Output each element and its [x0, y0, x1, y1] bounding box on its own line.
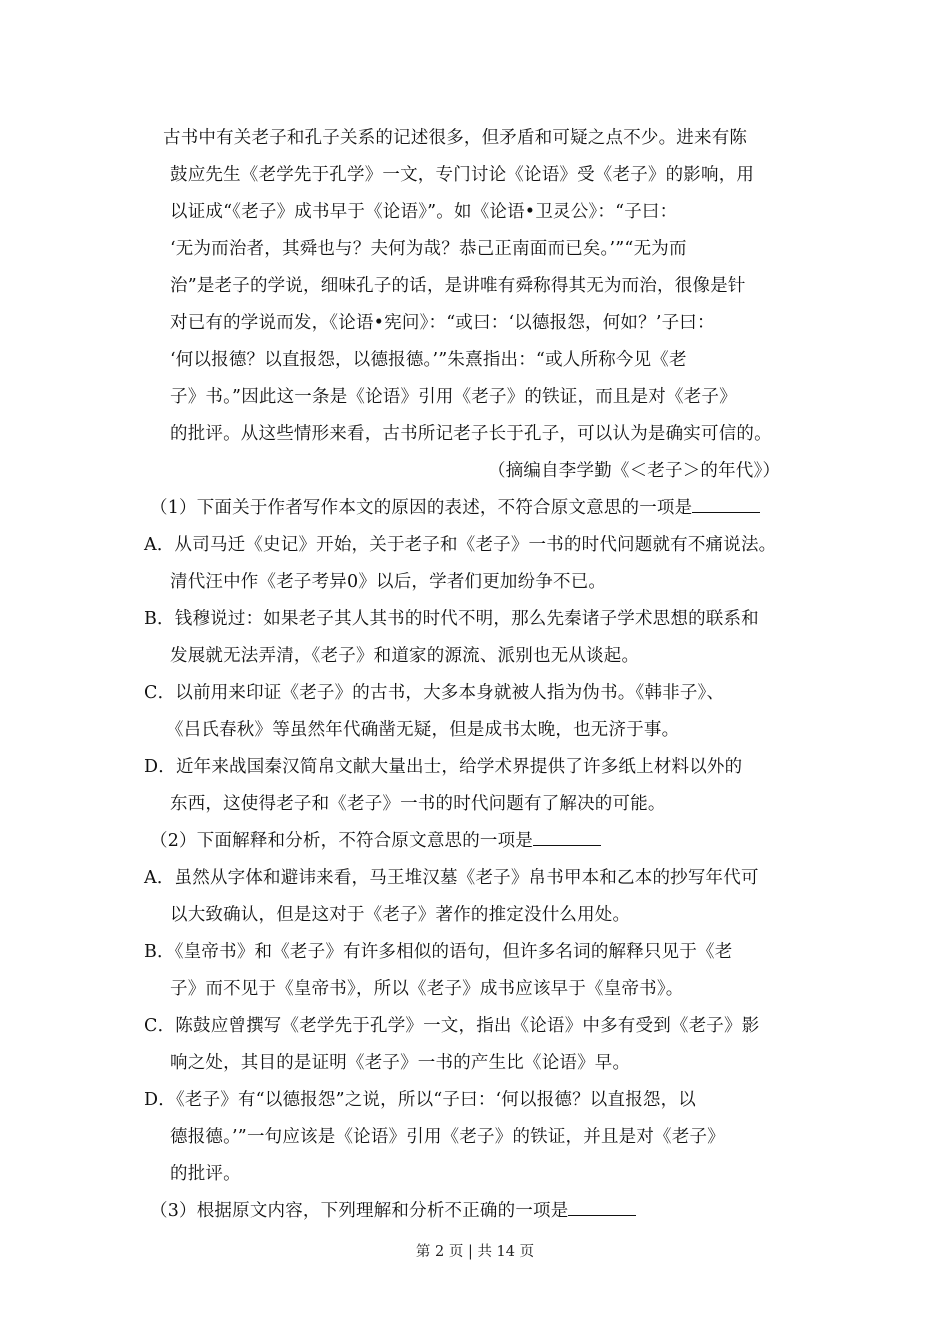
option-label: D．	[144, 1090, 176, 1110]
option-line	[144, 1088, 696, 1112]
option-line: 以大致确认，但是这对于《老子》著作的推定没什么用处。	[170, 905, 631, 925]
option-line	[144, 607, 759, 631]
option-line: 发展就无法弄清，《老子》和道家的源流、派别也无从谈起。	[170, 646, 640, 666]
question-stem-text: （2）下面解释和分析，不符合原文意思的一项是	[150, 831, 534, 851]
passage-line: 对已有的学说而发，《论语•宪问》：“或曰：‘以德报怨，何如？’子曰：	[170, 313, 715, 333]
answer-blank[interactable]	[568, 1199, 636, 1216]
option-line	[144, 533, 776, 557]
option-line: 东西，这使得老子和《老子》一书的时代问题有了解决的可能。	[170, 794, 666, 814]
passage-line: 治”是老子的学说，细味孔子的话，是讲唯有舜称得其无为而治，很像是针	[170, 276, 746, 296]
question-stem-text: （3）根据原文内容，下列理解和分析不正确的一项是	[150, 1201, 569, 1221]
option-label: D．	[144, 757, 176, 777]
option-line: 的批评。	[170, 1164, 241, 1184]
passage-line: ‘何以报德？以直报怨，以德报德。’”朱熹指出：“或人所称今见《老	[170, 350, 687, 370]
passage-line: 以证成“《老子》成书早于《论语》”。如《论语•卫灵公》：“子曰：	[170, 202, 678, 222]
option-text: 以前用来印证《老子》的古书，大多本身就被人指为伪书。《韩非子》、	[175, 683, 725, 703]
option-line	[144, 940, 732, 964]
question-stem	[150, 829, 601, 853]
option-text: 陈鼓应曾撰写《老学先于孔学》一文，指出《论语》中多有受到《老子》影	[175, 1016, 760, 1036]
option-line: 子》而不见于《皇帝书》，所以《老子》成书应该早于《皇帝书》。	[170, 979, 684, 999]
passage-line: ‘无为而治者，其舜也与？夫何为哉？恭己正南面而已矣。’”“无为而	[170, 239, 687, 259]
passage-line: 鼓应先生《老学先于孔学》一文，专门讨论《论语》受《老子》的影响，用	[170, 165, 755, 185]
option-text: 近年来战国秦汉简帛文献大量出士，给学术界提供了许多纸上材料以外的	[175, 757, 743, 777]
option-line	[144, 866, 759, 890]
page-footer: 第 2 页 | 共 14 页	[415, 1244, 535, 1260]
option-label: A．	[144, 535, 175, 555]
answer-blank[interactable]	[692, 496, 760, 513]
passage-line: 古书中有关老子和孔子关系的记述很多，但矛盾和可疑之点不少。进来有陈	[163, 128, 748, 148]
option-line: 响之处，其目的是证明《老子》一书的产生比《论语》早。	[170, 1053, 631, 1073]
option-line	[144, 1014, 759, 1038]
option-label: B．	[144, 609, 175, 629]
answer-blank[interactable]	[533, 829, 601, 846]
option-text: 《老子》有“以德报怨”之说，所以“子曰：‘何以报德？以直报怨，以	[175, 1090, 696, 1110]
option-text: 《皇帝书》和《老子》有许多相似的语句，但许多名词的解释只见于《老	[174, 942, 733, 962]
option-label: A．	[144, 868, 175, 888]
passage-line: 子》书。”因此这一条是《论语》引用《老子》的铁证，而且是对《老子》	[170, 387, 737, 407]
passage-line: 的批评。从这些情形来看，古书所记老子长于孔子，可以认为是确实可信的。	[170, 424, 772, 444]
option-line: 清代汪中作《老子考异0》以后，学者们更加纷争不已。	[170, 572, 607, 592]
option-text: 从司马迁《史记》开始，关于老子和《老子》一书的时代问题就有不痛说法。	[174, 535, 777, 555]
option-line	[144, 755, 742, 779]
question-stem	[150, 1199, 636, 1223]
question-stem-text: （1）下面关于作者写作本文的原因的表述，不符合原文意思的一项是	[150, 498, 693, 518]
option-line: 《吕氏春秋》等虽然年代确凿无疑，但是成书太晚，也无济于事。	[166, 720, 680, 740]
option-label: B．	[144, 942, 175, 962]
option-label: C．	[144, 683, 176, 703]
option-line: 德报德。’”一句应该是《论语》引用《老子》的铁证，并且是对《老子》	[170, 1127, 725, 1147]
option-line	[144, 681, 724, 705]
passage-source: （摘编自李学勤《＜老子＞的年代》）	[488, 461, 781, 481]
option-label: C．	[144, 1016, 176, 1036]
option-text: 钱穆说过：如果老子其人其书的时代不明，那么先秦诸子学术思想的联系和	[174, 609, 759, 629]
question-stem	[150, 496, 760, 520]
option-text: 虽然从字体和避讳来看，马王堆汉墓《老子》帛书甲本和乙本的抄写年代可	[174, 868, 759, 888]
